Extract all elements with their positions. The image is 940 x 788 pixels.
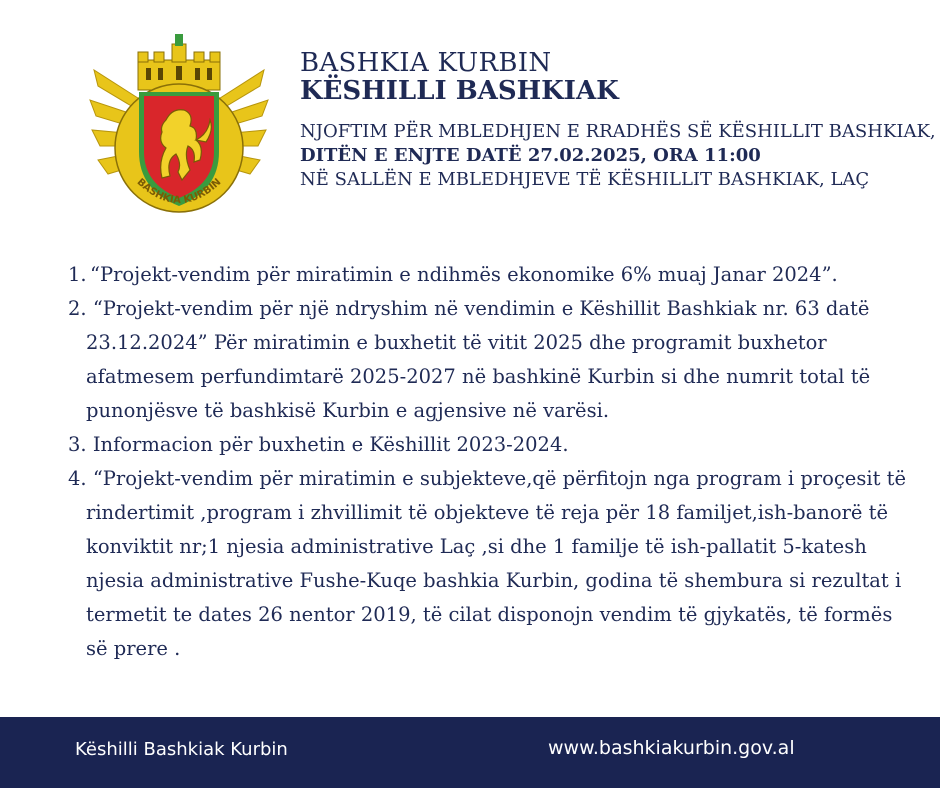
- notice-location: NË SALLËN E MBLEDHJEVE TË KËSHILLIT BASHKIAK, LAÇ: [300, 169, 870, 190]
- agenda-item-text: “Projekt-vendim për miratimin e ndihmës ekonomike 6% muaj Janar 2024”.: [90, 263, 838, 286]
- agenda-item-number: 1.: [68, 263, 87, 286]
- svg-text:BASHKIA KURBIN: BASHKIA KURBIN: [134, 176, 224, 207]
- footer-bar: [0, 717, 940, 788]
- agenda-item: [68, 258, 916, 292]
- organization-name: BASHKIA KURBIN: [300, 48, 552, 78]
- municipality-coat-of-arms-logo: [86, 30, 272, 220]
- footer-website: www.bashkiakurbin.gov.al: [548, 737, 795, 759]
- footer-council-name: Këshilli Bashkiak Kurbin: [75, 739, 288, 760]
- agenda-item-number: 3.: [68, 433, 93, 456]
- agenda-item-number: 4.: [68, 467, 93, 490]
- agenda-item-text: “Projekt-vendim për miratimin e subjekteve,që përfitojn nga program i proçesit të rindertimit ,program i zhvillimit të objekteve të reja për 18 familjet,ish-banorë të konviktit nr;1 njesia administrative Laç ,si dhe 1 familje të ish-pallatit 5-katesh njesia administrative Fushe-Kuqe bashkia Kurbin, godina të shembura si rezultat i termetit te dates 26 nentor 2019, të cilat disponojn vendim të gjykatës, të formës së prere .: [86, 467, 906, 660]
- agenda-item-text: Informacion për buxhetin e Këshillit 2023-2024.: [92, 433, 569, 456]
- agenda-list: [68, 258, 916, 666]
- notice-date-time: DITËN E ENJTE DATË 27.02.2025, ORA 11:00: [300, 145, 761, 166]
- agenda-item: [68, 292, 916, 428]
- agenda-item: [68, 462, 916, 666]
- meeting-notice: [300, 120, 936, 192]
- agenda-item: [68, 428, 916, 462]
- agenda-item-text: “Projekt-vendim për një ndryshim në vendimin e Këshillit Bashkiak nr. 63 datë 23.12.2024” Për miratimin e buxhetit të vitit 2025 dhe programit buxhetor afatmesem perfundimtarë 2025-2027 në bashkinë Kurbin si dhe numrit total të punonjësve të bashkisë Kurbin e agjensive në varësi.: [86, 297, 871, 422]
- notice-line-1: NJOFTIM PËR MBLEDHJEN E RRADHËS SË KËSHILLIT BASHKIAK,: [300, 121, 936, 142]
- council-name: KËSHILLI BASHKIAK: [300, 76, 619, 106]
- agenda-item-number: 2.: [68, 297, 93, 320]
